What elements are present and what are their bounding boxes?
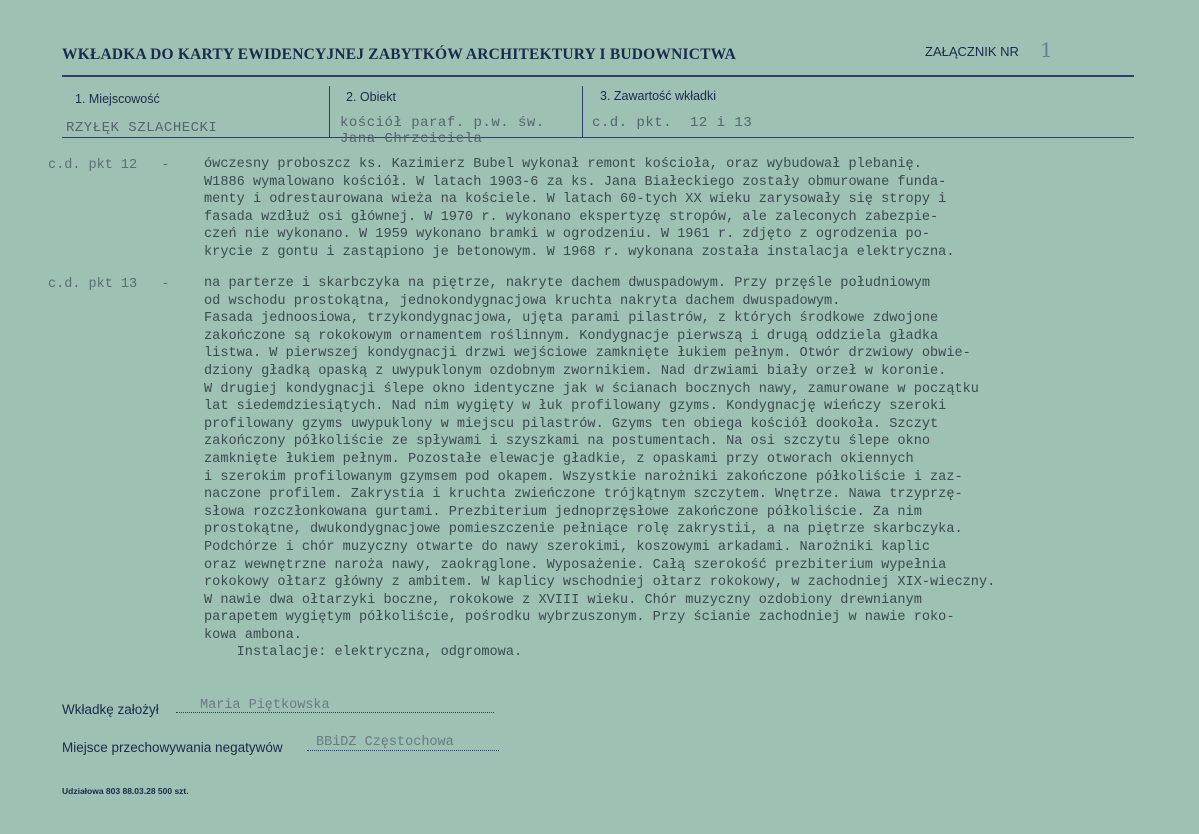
text-line: od wschodu prostokątna, jednokondygnacjowa kruchta nakryta dachem dwuspadowym. [204,293,841,309]
text-line: ówczesny proboszcz ks. Kazimierz Bubel wykonał remont kościoła, oraz wybudował plebanię. [204,157,922,172]
text-line: profilowany gzyms uwypuklony w miejscu pilastrów. Gzyms ten obiega kościół dookoła. Szczyt [204,416,939,432]
text-line: W drugiej kondygnacji ślepe okno identyczne jak w ścianach bocznych nawy, zamurowane w początku [204,381,979,397]
text-line: listwa. W pierwszej kondygnacji drzwi wejściowe zamknięte łukiem pełnym. Otwór drzwiowy obwie- [204,346,971,362]
section-label-12: c.d. pkt 12 - [48,158,170,173]
text-line: rokokowy ołtarz główny z ambitem. W kaplicy wschodniej ołtarz rokokowy, w zachodniej XIX-wieczny. [204,575,996,591]
locality-label: 1. Miejscowość [75,92,160,106]
annex-number: 1 [1040,38,1053,62]
text-line: krycie z gontu i zastąpiono je betonowym. W 1968 r. wykonana została instalacja elektryczna. [204,244,955,260]
section-label-13: c.d. pkt 13 - [48,277,170,292]
contents-label: 3. Zawartość wkładki [600,89,717,103]
text-line: zakończone są rokokowym ornamentem roślinnym. Kondygnacje pierwszą i drugą oddziela gładka [204,328,939,344]
object-value: kościół paraf. p.w. św. Jana Chrzciciela [340,115,545,147]
storage-value: BBiDZ Częstochowa [316,735,454,750]
storage-label: Miejsce przechowywania negatywów [62,740,283,755]
text-line: Podchórze i chór muzyczny otwarte do nawy szerokimi, koszowymi arkadami. Narożniki kaplic [204,539,931,555]
text-line: na parterze i skarbczyka na piętrze, nakryte dachem dwuspadowym. Przy przęśle południowym [204,276,931,291]
form-title: WKŁADKA DO KARTY EWIDENCYJNEJ ZABYTKÓW ARCHITEKTURY I BUDOWNICTWA [62,46,737,63]
text-line: fasada wzdłuż osi głównej. W 1970 r. wykonano ekspertyzę stropów, ale zaleconych zabezpie- [204,209,939,225]
text-line: lat siedemdziesiątych. Nad nim wygięty w łuk profilowany gzyms. Kondygnację wieńczy szeroki [204,399,947,415]
text-line: słowa rozczłonkowana gurtami. Prezbiterium jednoprzęsłowe zakończone półkoliście. Za nim [204,504,922,520]
header-rule-top [62,75,1134,77]
text-line: parapetem wygiętym półkoliście, pośrodku wybrzuszonym. Przy ścianie zachodniej w nawie roko- [204,610,955,626]
annex-label: ZAŁĄCZNIK NR [925,44,1019,59]
created-by-value: Maria Piętkowska [200,698,330,713]
print-note: Udziałowa 803 88.03.28 500 szt. [62,786,189,796]
section-body-12 [204,156,955,262]
text-line: Fasada jednoosiowa, trzykondygnacjowa, ujęta parami pilastrów, z których środkowe zdwojone [204,311,939,327]
text-line: zakończony półkoliście ze spływami i szyszkami na postumentach. Na osi szczytu ślepe okno [204,434,931,450]
contents-value: c.d. pkt. 12 i 13 [592,115,753,131]
section-body-13 [204,275,995,662]
text-line: dziony gładką opaską z uwypuklonym ozdobnym zwornikiem. Nad drzwiami biały orzeł w koronie. [204,363,947,379]
fields-rule-bottom [62,137,1134,138]
text-line: W1886 wymalowano kościół. W latach 1903-6 za ks. Jana Białeckiego zostały obmurowane funda- [204,174,947,190]
object-label: 2. Obiekt [346,90,397,104]
created-by-label: Wkładkę założył [62,702,159,717]
text-line: W nawie dwa ołtarzyki boczne, rokokowe z XVIII wieku. Chór muzyczny ozdobiony drewnianym [204,592,922,608]
text-line: prostokątne, dwukondygnacjowe pomieszczenie pełniące rolę zakrystii, a na piętrze skarbczyka. [204,522,963,538]
text-line: oraz wewnętrzne naroża nawy, zaokrąglone. Wyposażenie. Całą szerokość prezbiterium wypełnia [204,557,947,573]
text-line: zamknięte łukiem pełnym. Pozostałe elewacje gładkie, z opaskami przy otworach okiennych [204,451,914,467]
text-line: naczone profilem. Zakrystia i kruchta zwieńczone trójkątnym szczytem. Wnętrze. Nawa trzyprzę- [204,487,963,503]
fields-divider-2 [582,86,583,138]
locality-value: RZYŁĘK SZLACHECKI [66,120,218,136]
fields-divider-1 [329,86,330,138]
text-line: menty i odrestaurowana wieża na kościele. W latach 60-tych XX wieku zarysowały się stropy i [204,192,947,208]
text-line: czeń nie wykonano. W 1959 wykonano bramki w ogrodzeniu. W 1961 r. zdjęto z ogrodzenia po- [204,227,931,243]
text-line: i szerokim profilowanym gzymsem pod okapem. Wszystkie narożniki zakończone półkoliście i zaz- [204,469,963,485]
text-line: Instalacje: elektryczna, odgromowa. [204,645,523,661]
storage-dotted-line [307,750,499,751]
text-line: kowa ambona. [204,627,302,643]
